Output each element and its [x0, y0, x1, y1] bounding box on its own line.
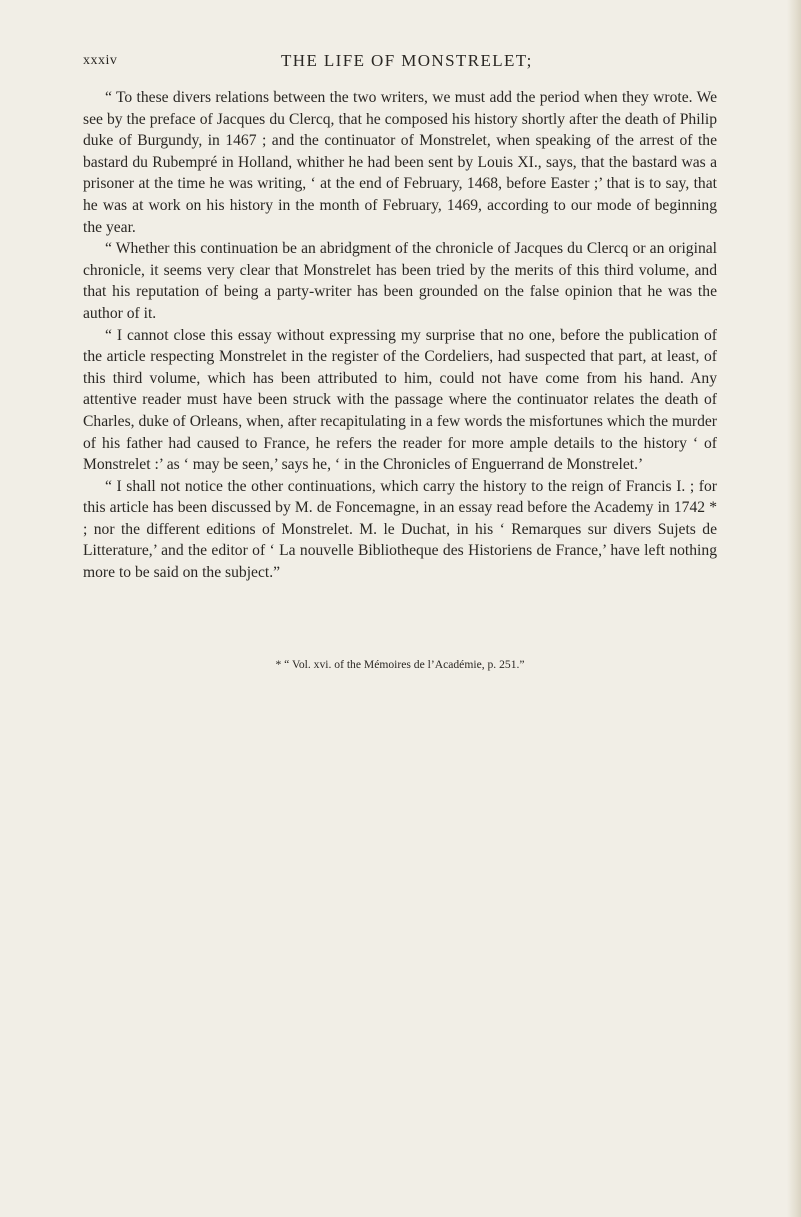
paragraph: “ Whether this continuation be an abridgment of the chronicle of Jacques du Clercq or an original chronicle, it seems very clear that Monstrelet has been tried by the merits of this third volume, and that his reputation of being a party-writer has been grounded on the false opinion that he was the author of it.: [83, 240, 717, 322]
paragraph: “ I cannot close this essay without expressing my surprise that no one, before the publication of the article respecting Monstrelet in the register of the Cordeliers, had suspected that part, at least, of this third volume, which has been attributed to him, could not have come from his hand. Any attentive reader must have been struck with the passage where the continuator relates the death of Charles, duke of Orleans, when, after recapitulating in a few words the misfortunes which the murder of his father had caused to France, he refers the reader for more ample details to the history ‘ of Monstrelet :’ as ‘ may be seen,’ says he, ‘ in the Chronicles of Enguerrand de Monstrelet.’: [83, 326, 717, 474]
paragraph: “ I shall not notice the other continuations, which carry the history to the reign of Francis I. ; for this article has been discussed by M. de Foncemagne, in an essay read before the Academy in 1742 * ; nor the different editions of Monstrelet. M. le Duchat, in his ‘ Remarques sur divers Sujets de Litterature,’ and the editor of ‘ La nouvelle Bibliotheque des Historiens de France,’ have left nothing more to be said on the subject.”: [83, 477, 717, 582]
paragraph: “ To these divers relations between the two writers, we must add the period when they wrote. We see by the preface of Jacques du Clercq, that he composed his history shortly after the death of Philip duke of Burgundy, in 1467 ; and the continuator of Monstrelet, when speaking of the arrest of the bastard du Rubempré in Holland, whither he had been sent by Louis XI., says, that the bastard was a prisoner at the time he was writing, ‘ at the end of February, 1468, before Easter ;’ that is to say, that he was at work on his history in the month of February, 1469, according to our mode of beginning the year.: [83, 89, 717, 236]
page-number: xxxiv: [83, 53, 118, 68]
running-header: [83, 51, 713, 73]
running-title: THE LIFE OF MONSTRELET;: [281, 51, 533, 70]
footnote: * “ Vol. xvi. of the Mémoires de l’Académie, p. 251.”: [275, 658, 525, 671]
body-text: [83, 87, 717, 584]
page-edge: [787, 0, 801, 1217]
